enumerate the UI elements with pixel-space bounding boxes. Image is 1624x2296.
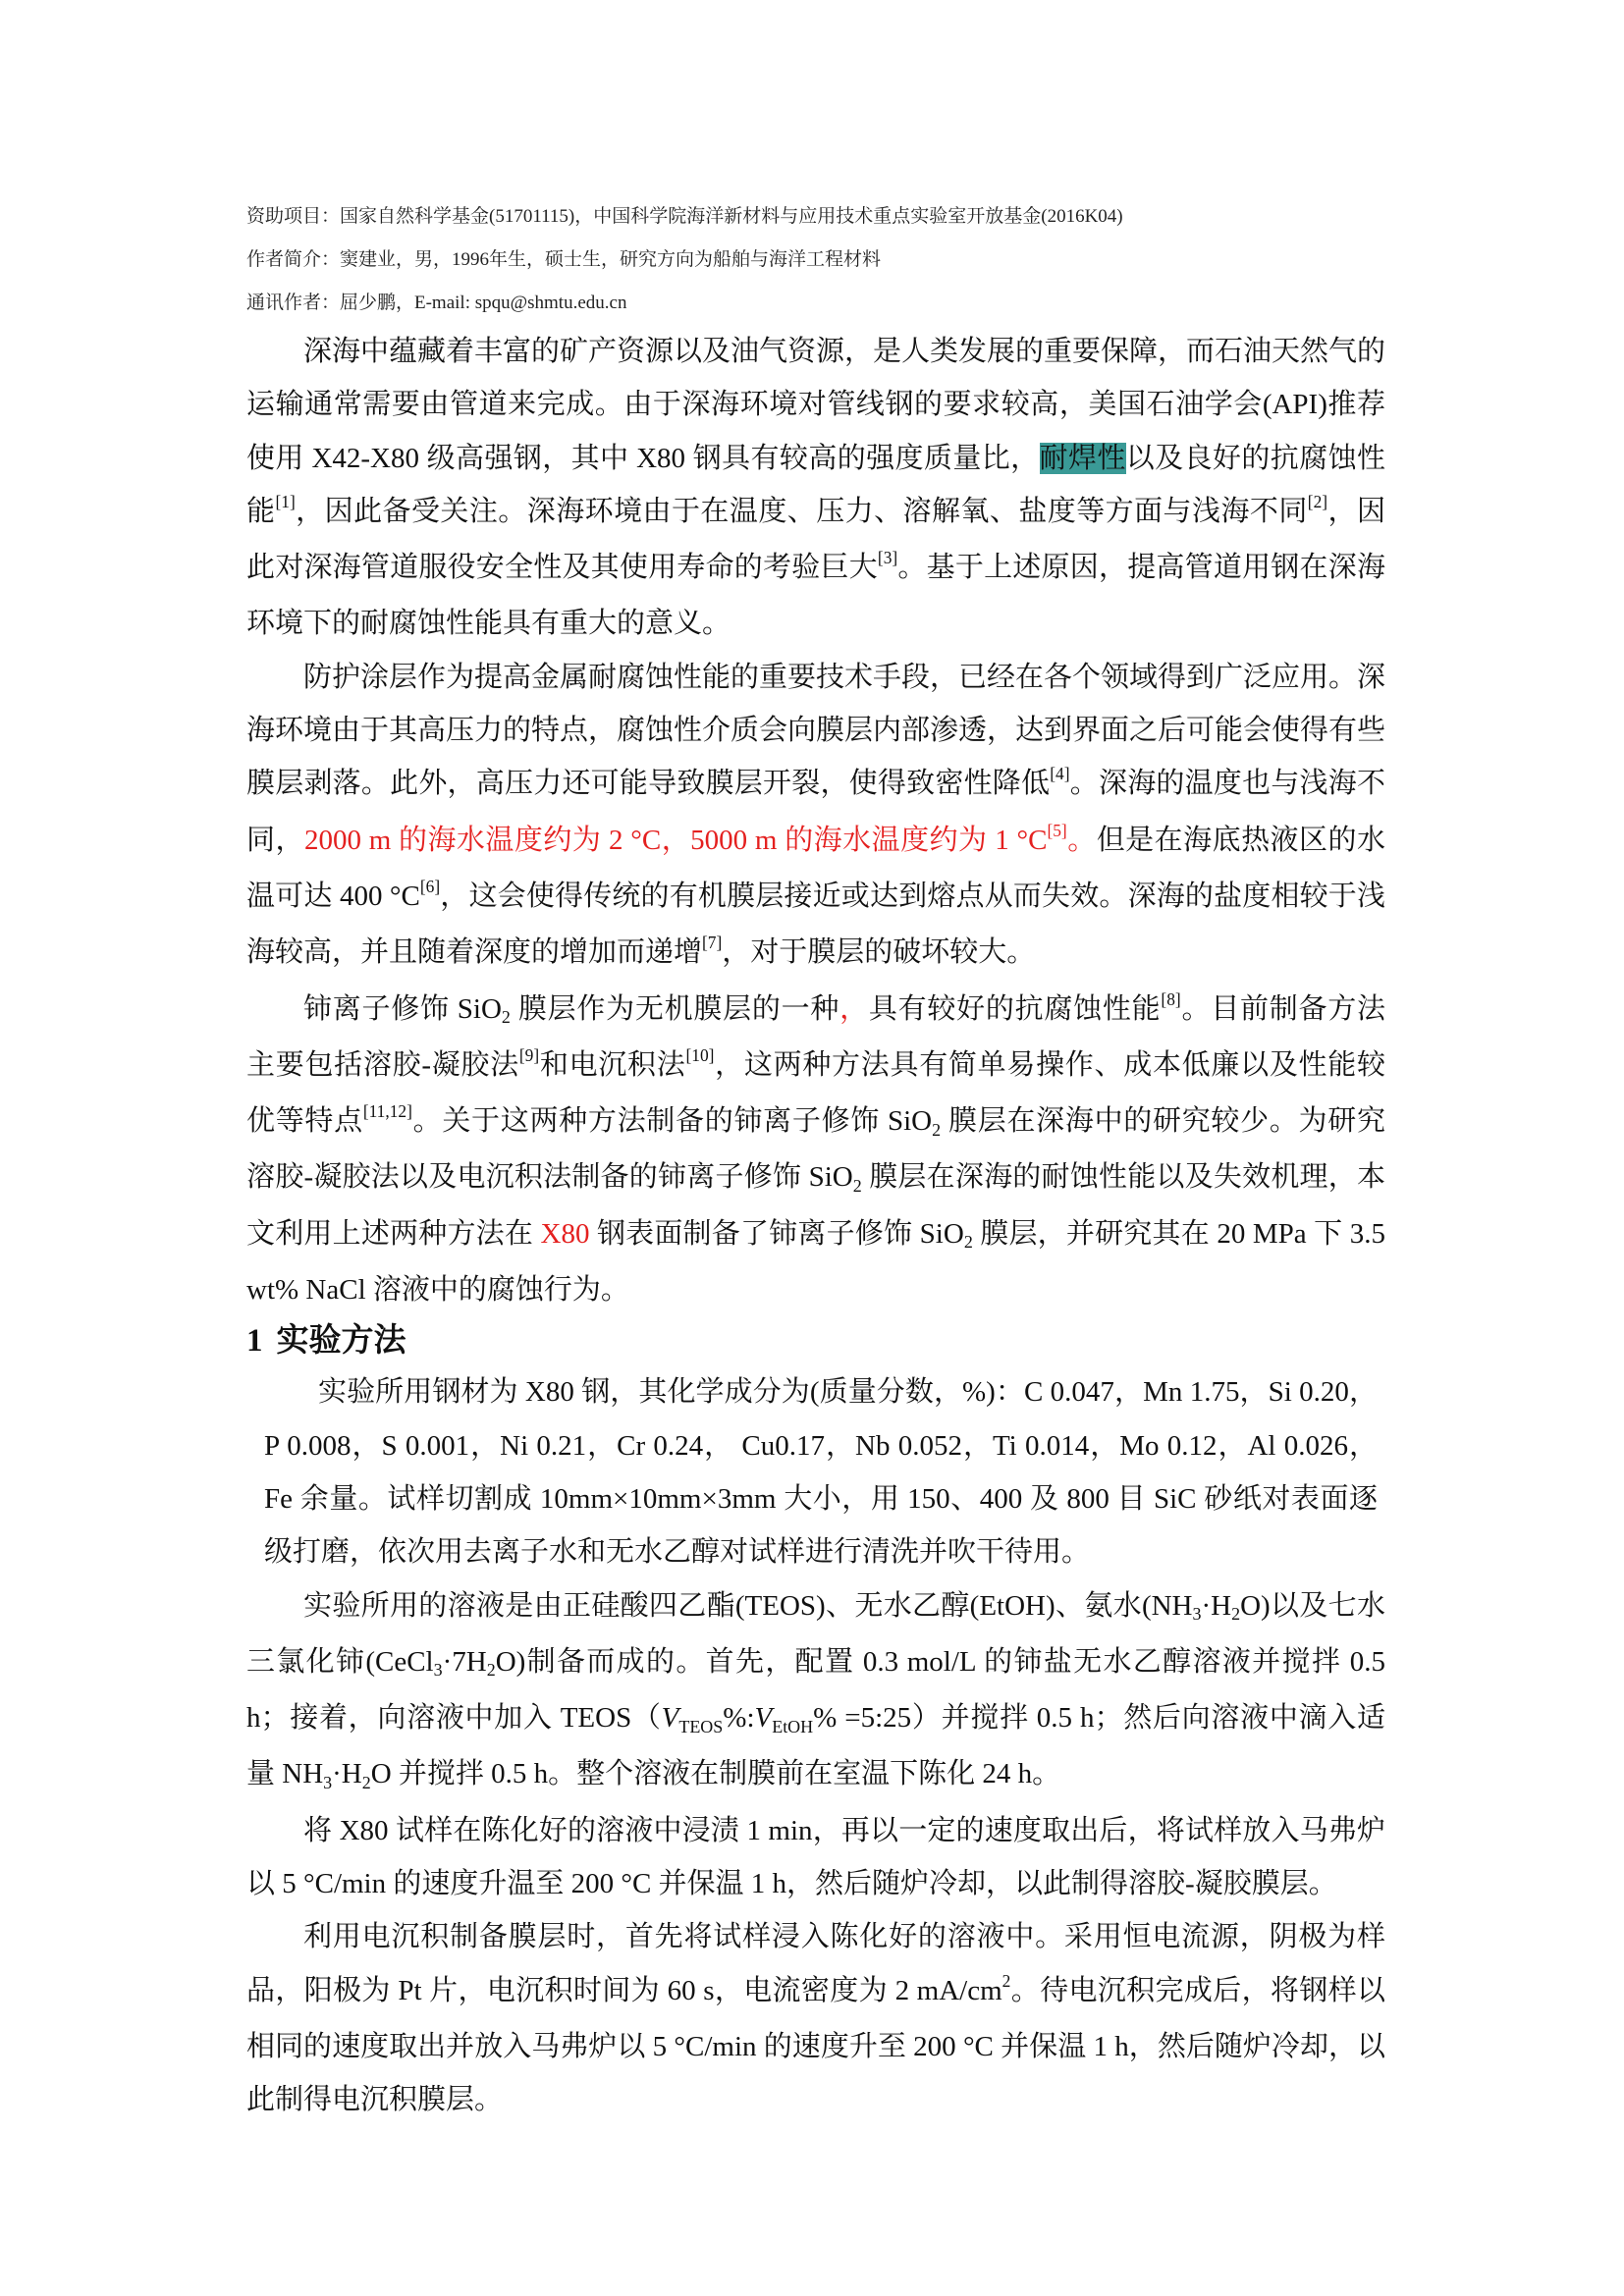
citation-marker: [1] (275, 491, 296, 511)
footnotes (246, 195, 1385, 325)
italic-symbol: V (754, 1702, 773, 1735)
text-run: ，这会使得传统的有机膜层接近或达到熔点从而失效。深海的盐度相较于浅海较高，并且随着深度的增加而递增 (246, 880, 1385, 969)
subscript: 2 (1231, 1603, 1241, 1624)
text-run: 膜层，并研究其在 20 MPa 下 3.5 wt% NaCl 溶液中的腐蚀行为。 (246, 1217, 1385, 1307)
text-run: % =5:25）并搅拌 0.5 h；然后向溶液中滴入适量 NH (246, 1702, 1385, 1790)
subscript: 3 (433, 1660, 443, 1681)
text-run: 深海中蕴藏着丰富的矿产资源以及油气资源，是人类发展的重要保障，而石油天然气的运输通常需要由管道来完成。由于深海环境对管线钢的要求较高，美国石油学会(API)推荐使用 X42-X80 级高强钢，其中 X80 钢具有较高的强度质量比， (246, 336, 1386, 474)
paragraph-steel-material (264, 1365, 1378, 1578)
text-run: O 并搅拌 0.5 h。整个溶液在制膜前在室温下陈化 24 h。 (370, 1758, 1061, 1790)
superscript: 2 (1001, 1970, 1011, 1991)
text-run: ，因此备受关注。深海环境由于在温度、压力、溶解氧、盐度等方面与浅海不同 (295, 495, 1308, 527)
subscript: 2 (852, 1175, 862, 1196)
red-text: 。 (1066, 824, 1097, 856)
subscript: 2 (963, 1232, 973, 1253)
citation-marker: [8] (1161, 988, 1181, 1009)
text-run: O)以及七水三氯化铈(CeCl (246, 1589, 1385, 1678)
text-run: 。待电沉积完成后，将钢样以相同的速度取出并放入马弗炉以 5 °C/min 的速度升至 200 °C 并保温 1 h，然后随炉冷却，以此制得电沉积膜层。 (246, 1974, 1385, 2116)
subscript: EtOH (772, 1716, 814, 1736)
citation-marker: [7] (702, 933, 723, 953)
text-run: ·7H (442, 1645, 487, 1678)
text-run: 膜层作为无机膜层的一种 (510, 992, 840, 1025)
text-run: 但是在海底热液区的水温可达 400 °C (246, 824, 1385, 912)
text-run: 具有较好的抗腐蚀性能 (868, 992, 1162, 1025)
text-run: ，因此对深海管道服役安全性及其使用寿命的考验巨大 (246, 495, 1385, 584)
subscript: TEOS (678, 1716, 724, 1736)
footnote-contact: 通讯作者：屈少鹏，E-mail: spqu@shmtu.edu.cn (246, 293, 627, 313)
red-text: ， (839, 992, 869, 1025)
footnote-author: 作者简介：窦建业，男，1996年生，硕士生，研究方向为船舶与海洋工程材料 (246, 249, 882, 270)
text-run: 和电沉积法 (539, 1048, 686, 1081)
text-run: 利用电沉积制备膜层时，首先将试样浸入陈化好的溶液中。采用恒电流源，阴极为样品，阳极为 Pt 片，电沉积时间为 60 s，电流密度为 2 mA/cm (246, 1921, 1385, 2006)
text-run: 实验所用钢材为 X80 钢，其化学成分为(质量分数，%)：C 0.047，Mn 1.75，Si 0.20，P 0.008，S 0.001，Ni 0.21，Cr 0.24， Cu0.17，Nb 0.052，Ti 0.014，Mo 0.12，Al 0.026，Fe 余量。试样切割成 10mm×10mm×3mm 大小，用 150、400 及 800 目 SiC 砂纸对表面逐级打磨，依次用去离子水和无水乙醇对试样进行清洗并吹干待用。 (264, 1376, 1378, 1569)
paper-page (246, 195, 1385, 2127)
text-run: ，对于膜层的破坏较大。 (722, 936, 1036, 969)
paragraph-sol-gel-method (246, 1804, 1385, 1911)
red-text: X80 (540, 1217, 590, 1250)
paragraph-deep-sea-pipeline (246, 325, 1385, 651)
paragraph-electrodeposition-method (246, 1910, 1385, 2126)
text-run: 。深海的温度也与浅海不同， (246, 768, 1385, 856)
citation-marker: [6] (419, 876, 441, 896)
text-run: 铈离子修饰 SiO (303, 992, 502, 1025)
paragraph-protective-coatings (246, 651, 1385, 983)
highlighted-text: 耐焊性 (1039, 442, 1126, 474)
text-run: 。目前制备方法主要包括溶胶-凝胶法 (246, 992, 1385, 1081)
text-run: 膜层在深海中的研究较少。为研究溶胶-凝胶法以及电沉积法制备的铈离子修饰 SiO (246, 1105, 1385, 1194)
text-run: ·H (332, 1758, 362, 1790)
text-run: 。基于上述原因，提高管道用钢在深海环境下的耐腐蚀性能具有重大的意义。 (246, 552, 1385, 640)
citation-marker: [3] (877, 548, 898, 568)
section-number: 1 (246, 1323, 263, 1360)
section-title: 实验方法 (276, 1323, 406, 1360)
text-run: O)制备而成的。首先，配置 0.3 mol/L 的铈盐无水乙醇溶液并搅拌 0.5 h；接着，向溶液中加入 TEOS（ (246, 1645, 1385, 1735)
text-run: 防护涂层作为提高金属耐腐蚀性能的重要技术手段，已经在各个领域得到广泛应用。深海环境由于其高压力的特点，腐蚀性介质会向膜层内部渗透，达到界面之后可能会使得有些膜层剥落。此外，高压力还可能导致膜层开裂，使得致密性降低 (246, 661, 1386, 800)
text-run: ·H (1201, 1589, 1232, 1622)
subscript: 3 (323, 1772, 333, 1792)
subscript: 2 (486, 1660, 496, 1681)
subscript: 3 (1192, 1603, 1202, 1624)
red-text: 2000 m 的海水温度约为 2 °C，5000 m 的海水温度约为 1 °C (303, 824, 1048, 856)
text-run: 钢表面制备了铈离子修饰 SiO (589, 1217, 964, 1250)
citation-marker: [11,12] (362, 1101, 412, 1122)
subscript: 2 (501, 1006, 511, 1027)
text-run: 实验所用的溶液是由正硅酸四乙酯(TEOS)、无水乙醇(EtOH)、氨水(NH (303, 1589, 1193, 1622)
section-heading (246, 1316, 1385, 1365)
citation-marker: [10] (685, 1044, 715, 1065)
red-citation-marker: [5] (1047, 820, 1067, 840)
text-run: 以及良好的抗腐蚀性能 (246, 442, 1385, 527)
citation-marker: [2] (1307, 491, 1328, 511)
text-run: 。关于这两种方法制备的铈离子修饰 SiO (411, 1105, 933, 1138)
paragraph-cerium-sio2-films (246, 983, 1385, 1317)
footnote-funding: 资助项目：国家自然科学基金(51701115)，中国科学院海洋新材料与应用技术重点实验室开放基金(2016K04) (246, 206, 1123, 227)
italic-symbol: V (661, 1702, 679, 1735)
text-run: 将 X80 试样在陈化好的溶液中浸渍 1 min，再以一定的速度取出后，将试样放入马弗炉以 5 °C/min 的速度升温至 200 °C 并保温 1 h，然后随炉冷却，以此制得溶胶-凝胶膜层。 (246, 1814, 1385, 1900)
text-run: ，这两种方法具有简单易操作、成本低廉以及性能较优等特点 (246, 1048, 1385, 1138)
subscript: 2 (361, 1772, 371, 1792)
citation-marker: [4] (1050, 764, 1070, 784)
citation-marker: [9] (518, 1044, 540, 1065)
text-run: %: (723, 1702, 755, 1735)
subscript: 2 (932, 1119, 942, 1140)
text-run: 膜层在深海的耐蚀性能以及失效机理，本文利用上述两种方法在 (246, 1161, 1385, 1250)
paragraph-solution-preparation (246, 1579, 1385, 1804)
